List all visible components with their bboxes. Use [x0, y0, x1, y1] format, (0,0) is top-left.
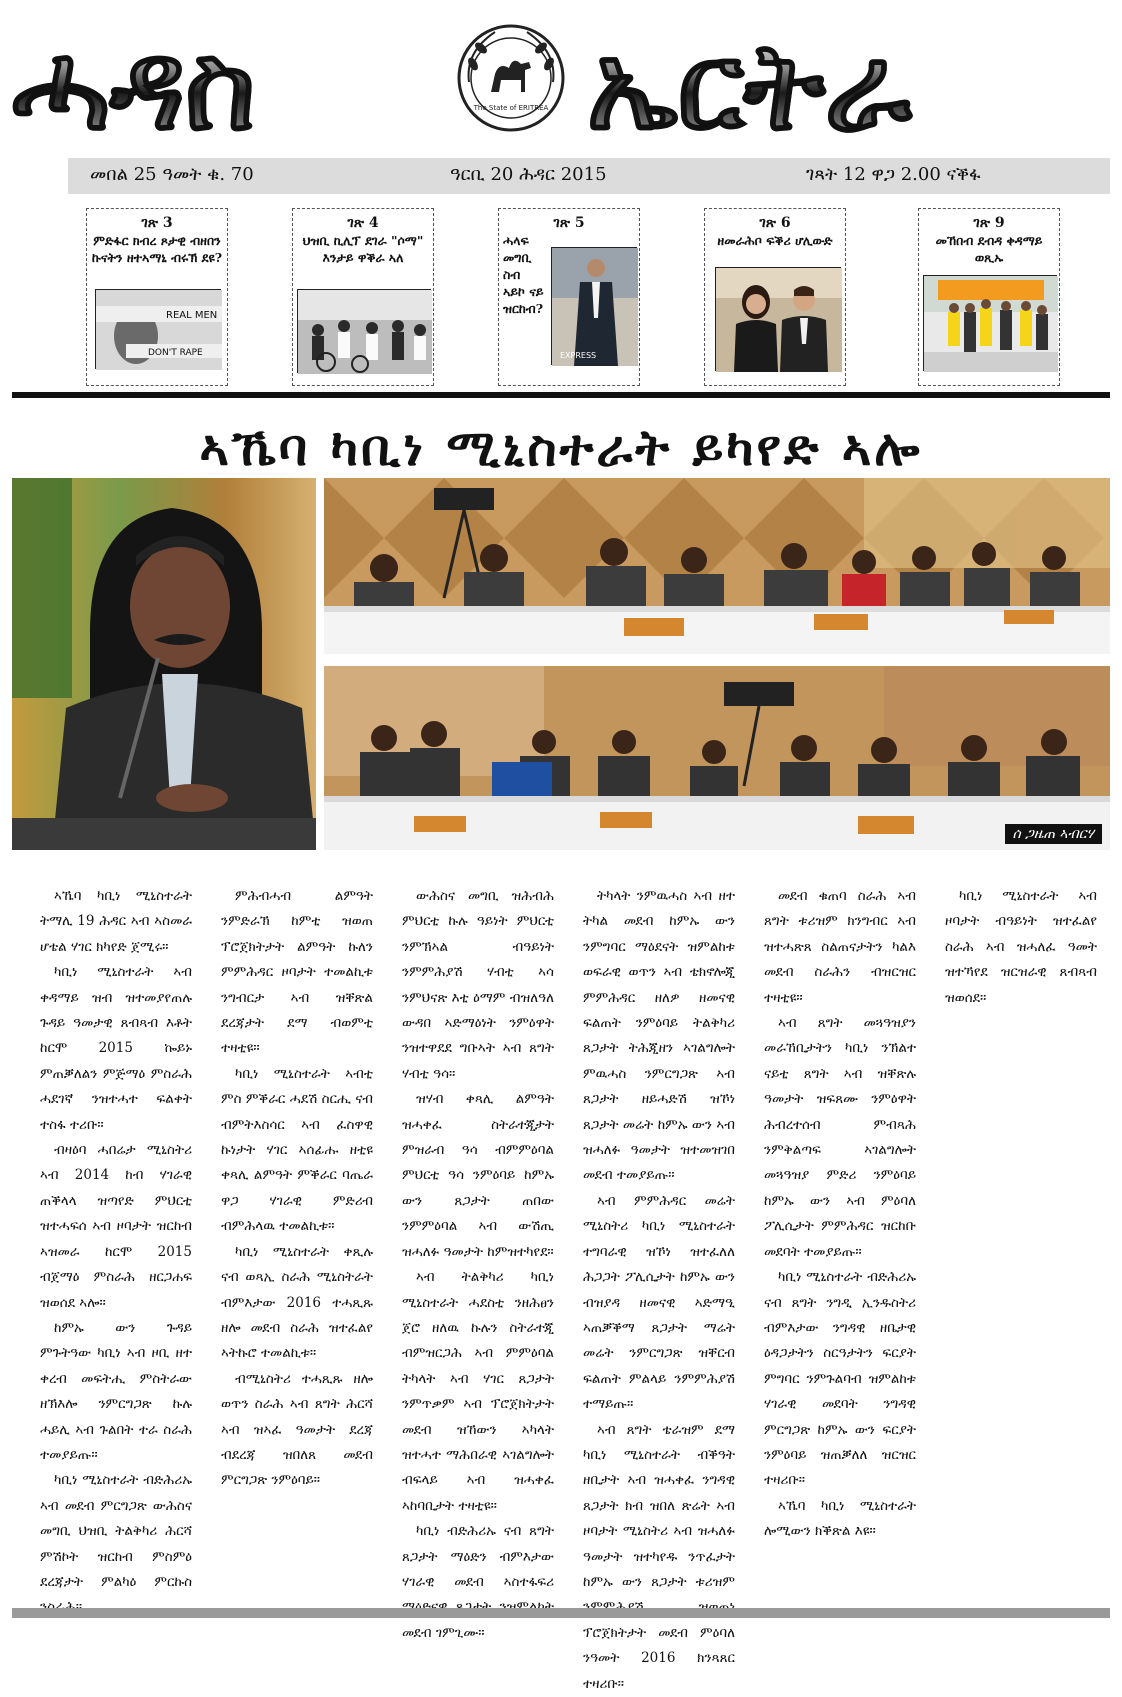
issue-date: ዓርቢ 20 ሕዳር 2015 — [450, 164, 607, 185]
teaser-page-6[interactable] — [704, 208, 846, 386]
issue-pages-price: ገጻት 12 ዋጋ 2.00 ናቕፋ — [806, 164, 981, 185]
photo-credit: ሰ ጋዜጠ ኣብርሃ — [1005, 824, 1102, 844]
teaser-title: ዘመራሕቦ ፍቕሪ ሆሊውድ — [717, 233, 833, 248]
masthead-word-left: ሓዳስ — [12, 16, 256, 157]
president-photo — [12, 478, 316, 850]
article-column-5 — [764, 884, 916, 1596]
seal-text: The State of ERITREA — [473, 104, 549, 112]
paragraph: ኣብ ትልቅካሪ ካቢነ ሚኒስተራት ሓደስቲ ንዘሕፀን ጀሮ ዘለዉ ኩሉን ስትራተጂ ብምዝርጋሕ ኣብ ምምዕባል ትካላት ኣብ ሃገር ጸጋታት ንምጥቃም ኣብ ፕሮጀክትታት መደብ ዝኸውን ኣካላት ዝተሓተ ማሕበራዊ ኣገልግሎት ብፍላይ ኣብ ዝሓቀፈ ኣከባቢታት ተዛቲዩ። — [402, 1269, 554, 1514]
masthead — [12, 4, 1110, 157]
teaser-thumbnail — [297, 289, 431, 373]
masthead-title-right — [587, 16, 912, 157]
article-column-6 — [945, 884, 1097, 1596]
teaser-title: ምድፋር ክብረ ጾታዊ ብዘበን ኩናትን ዘተኣማኒ ብሩኽ ደዩ? — [91, 233, 223, 265]
paragraph: ካቢነ ሚኒስተራት ኣብ ዞባታት ብዓይነት ዝተፈልየ ስራሕ ኣብ ዝሓለፈ ዓመት ዝተኻየደ ዝርዝራዊ ጸብጻብ ዝወሰደ። — [945, 888, 1097, 1006]
teaser-thumbnail — [551, 247, 637, 365]
cabinet-meeting-photo-2 — [324, 666, 1110, 850]
paragraph: ኣኼባ ካቢነ ሚኒስተራት ትማሊ 19 ሕዳር ኣብ ኣስመራ ሆቴል ሃገር ክካየድ ጀሚሩ። — [40, 888, 192, 955]
teaser-thumbnail — [95, 289, 221, 369]
paragraph: ኣብ ጸግት ቴራዝም ደማ ካቢነ ሚኒስተራት ብቕዓት ዘቢታት ኣብ ዝሓቀፈ ንግዳዊ ጸጋታት ክብ ዝበለ ጽሬት ኣብ ዞባታት ሚኒስትሪ ኣብ ዝሓለፉ ዓመታት ዝተካየዱ ንጥፈታት ከምኡ ውን ጸጋታት ቱሪዝም ፕሮጀክትታት መደብ ምዕባለ ንዓመት 2016 ክንጻጸር ተዛሪቡ። — [583, 1421, 735, 1692]
article-body — [40, 884, 1100, 1692]
article-column-2 — [221, 884, 373, 1596]
teaser-page-9[interactable] — [918, 208, 1060, 386]
teaser-page-3[interactable] — [86, 208, 228, 386]
paragraph: መደብ ቁጠባ ስራሕ ኣብ ጸግት ቱሪዝም ክንግብር ኣብ ዝተሓጽጸ ስልጠናታትን ካልእ መደብ ስራሕን ብዝርዝር ተዛቲዩ። — [764, 888, 916, 1006]
paragraph: ካቢነ ብድሕሪኡ ናብ ጸግት ጸጋታት ማዕድን ብምእታው ሃገራዊ መደብ ኣስተፋፍሪ መደብ ገምጊሙ። — [402, 1523, 554, 1641]
eritrea-seal-icon — [455, 22, 567, 134]
teaser-thumbnail — [715, 267, 841, 371]
masthead-title-left — [12, 16, 256, 157]
paragraph: ብሚኒስትሪ ተሓጺጹ ዘሎ ወጥን ስራሕ ኣብ ጸግት ሕርሻ ኣብ ዝኣፈ ዓመታት ደረጃ ብደረጃ ዝበለጸ መደብ ምርግጋጽ ንምዕባይ። — [221, 1370, 373, 1489]
paragraph: ዝሃብ ቀጻሊ ልምዓት ዝሓቀፈ ስትራተጂታት ምዝራብ ዓሳ ብምምዕባል ምህርቲ ዓሳ ንምዕባይ ከምኡ ውን ጸጋታት ጠበው ንምምዕባል ኣብ ውሽጢ ዝሓለፉ ዓመታት ከምዝተካየደ። — [402, 1091, 554, 1260]
paragraph: ኣብ ጸግት መጓዓዝያን መራኸቢታትን ካቢነ ንኽልተ ናይቲ ጸግት ኣብ ዝቐጽሉ ዓመታት ዝፍጸሙ ንምዕዋት ሕብረተሰብ ምብጻሕ ንምቅልጣፍ ኣገልግሎት መጓዓዝያ ምድሪ ንምዕባይ ከምኡ ውን ኣብ ምዕባለ ፖሊሲታት ምምሕዳር ዝርከቡ መደባት ተመያይጡ። — [764, 1015, 916, 1260]
thumb-text-dont-rape: DON'T RAPE — [148, 348, 203, 358]
main-headline: ኣኼባ ካቢነ ሚኒስተራት ይካየድ ኣሎ — [199, 418, 923, 477]
paragraph: ኣብ ምምሕዳር መሬት ሚኒስትሪ ካቢነ ሚኒስተራት ተግባራዊ ዝኾነ ዝተፈለለ ሕጋጋት ፖሊሲታት ከምኡ ውን ብዝያዳ ዘመናዊ ኣድማዒ ኣጠቓቕማ ጸጋታት ማሬት መሬት ንምርግጋጽ ዝቐርብ ፍልጠት ምልላይ ንምምሕያሽ ተማይጡ። — [583, 1192, 735, 1413]
thumb-text-real-men: REAL MEN — [166, 310, 218, 321]
article-column-1 — [40, 884, 192, 1596]
teaser-title: መኸበብ ደብዳ ቀዳማይ ወጺኡ — [935, 233, 1043, 265]
issue-info-bar — [68, 158, 1110, 194]
teaser-page-number: ገጽ 6 — [759, 215, 791, 231]
paragraph: ውሕስና መግቢ ዝሕብሕ ምህርቲ ኩሉ ዓይነት ምህርቲ ንምኽኣል ብዓይነት ንምምሕያሽ ሃብቲ ኣሳ ንምህናጽ እቲ ዕማም ብዝለዓለ ውዳበ ኣድማዕነት ንምዕዋት ንዝተዋደደ ግቡኣት ኣብ ጸግት ሃብቲ ዓሳ። — [402, 888, 554, 1082]
paragraph: ከምኡ ውን ጉዳይ ምጉትዓው ካቢነ ኣብ ዞቢ ዘተ ቀረብ መፍትሒ ምስትራው ዘኽእሎ ንምርግጋጽ ኩሉ ሓይሊ ኣብ ጉልበት ተራ ስራሕ ተመያይጡ። — [40, 1319, 192, 1463]
cabinet-meeting-photo-1 — [324, 478, 1110, 654]
paragraph: ካቢነ ሚኒስተራት ቀጺሉ ናብ ወጻኢ ስራሕ ሚኒስትራት ብምእታው 2016 ተሓጺጹ ዘሎ መደብ ስራሕ ዝተፈልየ ኣትኩሮ ተመልኪቱ። — [221, 1243, 373, 1362]
teaser-page-number: ገጽ 9 — [973, 215, 1005, 231]
teaser-title: ሓላፍ መግቢ ስብ ኣይኮ ናይ ዝርከብ? — [503, 233, 544, 316]
section-divider — [12, 392, 1110, 398]
paragraph: ካቢነ ሚኒስተራት ኣብቲ ምስ ምቕራር ሓደሽ ስርሒ ናብ ብምትእስሳር ኣብ ፈስዋዊ ኩነታት ሃገር ኣሰፊሑ ዘቲዩ ቀጻሊ ልምዓት ምቕራር ባጤራ ዋጋ ሃገራዊ ምድሪብ ብምሕላዉ ተመልኪቱ። — [221, 1065, 373, 1235]
paragraph: ካቢነ ሚኒስተራት ኣብ ቀዳማይ ዝብ ዝተመያየጠሉ ጉዳይ ዓመታዊ ጸብጻብ እቶት ከርሞ 2015 ኰይኑ ምጠቓለልን ምጅማዕ ምስራሕ ሓደገኛ ንዝተሓተ ፍልቀት ተስፋ ተሪቡ። — [40, 964, 192, 1133]
paragraph: ምሕብሓብ ልምዓት ንምድራኽ ከምቲ ዝወጠ ፕሮጀክትታት ልምዓት ኩለን ምምሕዳር ዞባታት ተመልኪቱ ንግብርታ ኣብ ዝቐጽል ደረጃታት ደማ ብወምቲ ተዛቲዩ። — [221, 888, 373, 1057]
masthead-word-right: ኤርትራ — [587, 16, 912, 157]
teaser-page-4[interactable] — [292, 208, 434, 386]
article-column-4 — [583, 884, 735, 1692]
article-column-3 — [402, 884, 554, 1641]
teaser-page-number: ገጽ 3 — [141, 215, 173, 231]
paragraph: ብዛዕባ ሓበሬታ ሚኒስትሪ ኣብ 2014 ከብ ሃገራዊ ጠቕላላ ዝጣየድ ምህርቲ ዝተሓፍሰ ኣብ ዞባታት ዝርከብ ኣዝመራ ከርሞ 2015 ብጀማዕ ምስራሕ ዘርጋሐፍ ዝወሰደ ኣሎ። — [40, 1142, 192, 1311]
footer-bar — [12, 1608, 1110, 1618]
teaser-page-5[interactable] — [498, 208, 640, 386]
teaser-title: ህዝቢ ኪሊፕ ደገራ "ሶማ" እንታይ ዋቕራ ኣለ — [302, 233, 424, 265]
teaser-page-number: ገጽ 4 — [347, 215, 379, 231]
paragraph: ትካላት ንምዉሓስ ኣብ ዘተ ትካል መደብ ከምኡ ውን ንምግባር ማዕደናት ዝምልከቱ ወፍራዊ ወጥን ኣብ ቴክኖሎጂ ምምሕዳር ዘለዎ ዘመናዊ ፍልጠት ንምዕባይ ትልቅካሪ ጸጋታት ትሕጂዘን ኣገልግሎት ምዉሓስ ንምርግጋጽ ኣብ ጸጋታት ዘይሓድሽ ዝኾነ ጸጋታት መሬት ከምኡ ውን ኣብ ዝሓለፉ ዓመታት ዝተመዝገበ መደብ ተመያይጡ። — [583, 888, 735, 1184]
issue-volume: መበል 25 ዓመት ቁ. 70 — [90, 164, 254, 185]
thumb-text-express: EXPRESS — [560, 351, 597, 360]
paragraph: ኣኼባ ካቢነ ሚኒስተራት ሎሚውን ክቕጽል እዩ። — [764, 1497, 916, 1540]
teaser-thumbnail — [923, 275, 1057, 371]
teaser-page-number: ገጽ 5 — [553, 215, 585, 231]
paragraph: ካቢነ ሚኒስተራት ብድሕሪኡ ኣብ መደብ ምርግጋጽ ውሕስና መግቢ ህዝቢ ትልቅካሪ ሕርሻ ምሽኮት ዝርከብ ምስምዕ ደረጃታት ምልካዕ ምርኩስ — [40, 1472, 192, 1590]
paragraph: ካቢነ ሚኒስተራት ብድሕሪኡ ናብ ጸግት ንግዲ ኢንዱስትሪ ብምእታው ንግዳዊ ዘቤታዊ ዕዳጋታትን ስርዓታትን ፍርያት ምግባር ንምጉልባብ ዝምልከቱ ሃገራዊ መደባት ንግዳዊ ምርግጋጽ ከምኡ ውን ፍርያት ንምዕባይ ዝጠቓለለ ዝርዝር ተዛሪቡ። — [764, 1269, 916, 1489]
